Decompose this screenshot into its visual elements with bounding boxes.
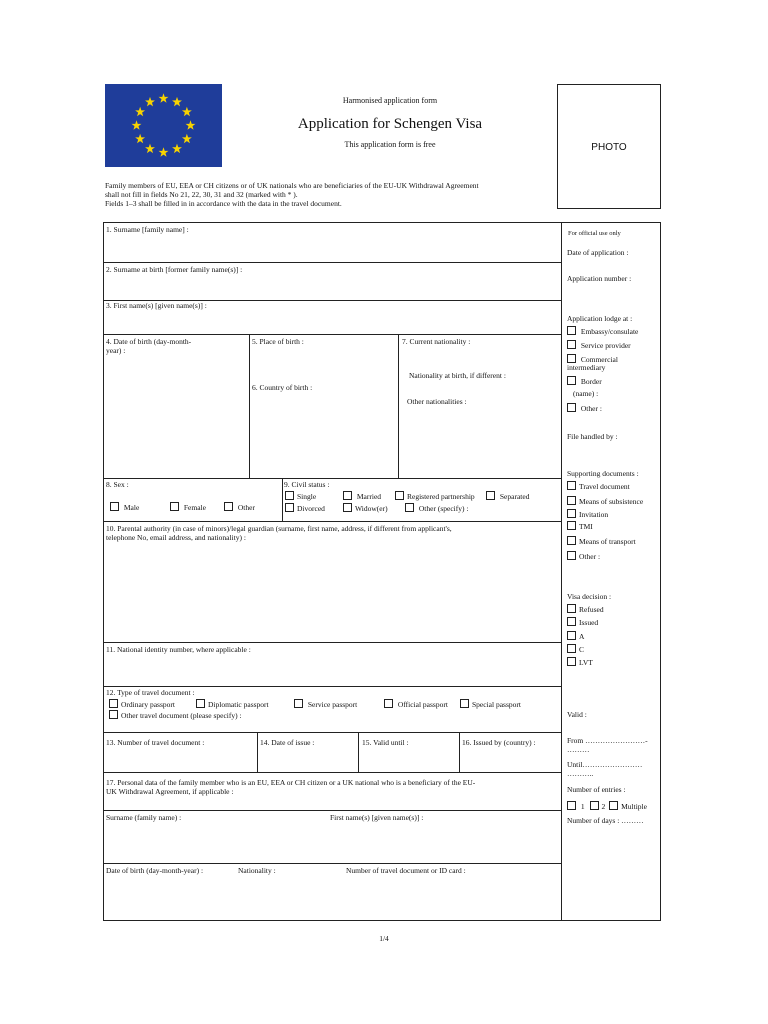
civil-widow-label: Widow(er) [355,504,388,513]
star-icon [159,93,169,102]
lodge-border-label: Border [580,377,602,386]
support-travel-doc-label: Travel document [579,482,630,491]
civil-divorced[interactable] [285,503,325,513]
intro-line: Family members of EU, EEA or CH citizens or of UK nationals who are beneficiaries of the EU-UK Withdrawal Agreement [105,181,479,190]
lodge-embassy[interactable] [567,326,638,336]
star-icon [182,134,192,143]
doc-official-label: Official passport [397,700,448,709]
star-icon [186,120,196,129]
field-13-doc-number[interactable]: 13. Number of travel document : [106,738,205,747]
field-12-travel-doc-type: 12. Type of travel document : [106,688,195,697]
checkbox[interactable] [196,699,205,708]
support-subsistence[interactable] [567,496,643,506]
official-number-of-days[interactable]: Number of days : ……… [567,816,644,825]
checkbox[interactable] [567,536,576,545]
official-application-number: Application number : [567,274,632,283]
support-tmi[interactable] [567,521,593,531]
field-15-valid-until[interactable]: 15. Valid until : [362,738,409,747]
civil-registered-partnership-label: Registered partnership [407,492,475,501]
support-transport[interactable] [567,536,636,546]
civil-married-label: Married [356,492,382,501]
civil-registered-partnership[interactable] [395,491,475,501]
doc-special[interactable] [460,699,521,709]
decision-lvt-label: LVT [579,658,593,667]
field-17-nationality[interactable]: Nationality : [238,866,276,875]
checkbox[interactable] [109,699,118,708]
checkbox[interactable] [343,491,352,500]
lodge-border[interactable] [567,376,602,386]
checkbox[interactable] [567,801,576,810]
official-supporting-documents: Supporting documents : [567,469,639,478]
photo-label: PHOTO [591,142,627,153]
field-5-place-of-birth[interactable]: 5. Place of birth : [252,337,304,346]
intro-line: shall not fill in fields No 21, 22, 30, 31 and 32 (marked with * ). [105,190,298,199]
checkbox[interactable] [567,617,576,626]
field-9-civil-status: 9. Civil status : [284,480,330,489]
doc-diplomatic-label: Diplomatic passport [208,700,269,709]
sex-female-label: Female [183,503,206,512]
official-file-handled-by: File handled by : [567,432,618,441]
checkbox[interactable] [567,403,576,412]
civil-separated-label: Separated [499,492,530,501]
doc-service[interactable] [294,699,357,709]
checkbox[interactable] [567,496,576,505]
doc-diplomatic[interactable] [196,699,269,709]
doc-special-label: Special passport [472,700,521,709]
lodge-other[interactable] [567,403,602,413]
field-6-country-of-birth[interactable]: 6. Country of birth : [252,383,313,392]
official-number-of-entries: Number of entries : [567,785,626,794]
checkbox[interactable] [384,699,393,708]
field-17-dob[interactable]: Date of birth (day-month-year) : [106,866,204,875]
star-icon [145,97,155,106]
entries-1-label: 1 [580,802,585,811]
form-subtitle: Harmonised application form [342,96,438,105]
star-icon [159,147,169,156]
decision-c[interactable] [567,644,584,654]
checkbox[interactable] [567,604,576,613]
checkbox[interactable] [343,503,352,512]
sex-female[interactable] [170,502,206,512]
doc-service-label: Service passport [307,700,358,709]
civil-divorced-label: Divorced [297,504,325,513]
field-2-surname-at-birth[interactable]: 2. Surname at birth [former family name(s)] : [106,265,243,274]
official-valid: Valid : [567,710,587,719]
field-7-nationality-at-birth[interactable]: Nationality at birth, if different : [409,371,506,380]
field-7-nationality[interactable]: 7. Current nationality : [402,337,471,346]
civil-other-label: Other (specify) : [418,504,469,513]
decision-a[interactable] [567,631,584,641]
support-travel-doc[interactable] [567,481,630,491]
photo-box[interactable] [557,84,661,209]
checkbox[interactable] [285,503,294,512]
decision-lvt[interactable] [567,657,593,667]
checkbox[interactable] [170,502,179,511]
sex-male[interactable] [110,502,139,512]
eu-stars [105,84,222,167]
sex-male-label: Male [123,503,140,512]
field-10-parental-authority[interactable]: 10. Parental authority (in case of minors)/legal guardian (surname, first name, address, if different from applicant's, [106,524,452,533]
checkbox[interactable] [285,491,294,500]
decision-refused-label: Refused [579,605,604,614]
lodge-commercial-label: Commercial [580,355,618,364]
field-1-surname[interactable]: 1. Surname [family name] : [106,225,189,234]
page-number: 1/4 [379,934,389,943]
checkbox[interactable] [567,376,576,385]
lodge-border-name: (name) : [573,389,599,398]
free-note: This application form is free [344,140,436,149]
field-14-date-of-issue[interactable]: 14. Date of issue : [260,738,315,747]
lodge-embassy-label: Embassy/consulate [580,327,639,336]
field-17-family-member: 17. Personal data of the family member who is an EU, EEA or CH citizen or a UK national who is a beneficiary of the EU- [106,778,476,787]
decision-issued-label: Issued [579,618,599,627]
checkbox[interactable] [567,340,576,349]
lodge-service-provider[interactable] [567,340,631,350]
checkbox[interactable] [486,491,495,500]
checkbox[interactable] [590,801,599,810]
field-17-doc-number[interactable]: Number of travel document or ID card : [346,866,466,875]
field-4-dob-cont: year) : [106,346,126,355]
star-icon [182,107,192,116]
entries-multiple[interactable] [607,802,647,811]
decision-issued[interactable] [567,617,598,627]
field-11-national-id[interactable]: 11. National identity number, where applicable : [106,645,251,654]
decision-refused[interactable] [567,604,604,614]
support-tmi-label: TMI [579,522,593,531]
lodge-commercial-cont: intermediary [567,363,606,372]
checkbox[interactable] [567,521,576,530]
checkbox[interactable] [567,657,576,666]
checkbox[interactable] [567,551,576,560]
civil-single-label: Single [297,492,317,501]
civil-other[interactable] [405,503,468,513]
star-icon [132,120,142,129]
star-icon [172,97,182,106]
entries-1[interactable] [567,802,585,811]
checkbox[interactable] [460,699,469,708]
intro-line: Fields 1–3 shall be filled in in accordance with the data in the travel document. [105,199,342,208]
field-17-surname[interactable]: Surname (family name) : [106,813,182,822]
form-title: Application for Schengen Visa [297,116,483,132]
official-visa-decision: Visa decision : [567,592,612,601]
star-icon [135,134,145,143]
checkbox[interactable] [110,502,119,511]
doc-other-label: Other travel document (please specify) : [121,711,242,720]
checkbox[interactable] [395,491,404,500]
civil-married[interactable] [343,491,381,501]
civil-separated[interactable] [486,491,529,501]
field-10-cont: telephone No, email address, and nationality) : [106,533,246,542]
official-lodged-at: Application lodge at : [567,314,633,323]
support-invitation[interactable] [567,509,608,519]
support-other[interactable] [567,551,600,561]
checkbox[interactable] [567,631,576,640]
checkbox[interactable] [567,509,576,518]
checkbox[interactable] [567,326,576,335]
civil-widow[interactable] [343,503,388,513]
doc-official[interactable] [384,699,448,709]
checkbox[interactable] [609,801,618,810]
field-16-issued-by[interactable]: 16. Issued by (country) : [462,738,536,747]
doc-ordinary-label: Ordinary passport [121,700,175,709]
checkbox[interactable] [224,502,233,511]
eu-flag-icon [105,84,222,167]
sex-other-label: Other [237,503,255,512]
official-title: For official use only [568,230,621,237]
checkbox[interactable] [567,354,576,363]
decision-a-label: A [579,632,585,641]
support-other-label: Other : [579,552,601,561]
sex-other[interactable] [224,502,255,512]
lodge-service-provider-label: Service provider [580,341,631,350]
intro-text [105,181,555,208]
entries-options [567,801,647,811]
field-3-first-names[interactable]: 3. First name(s) [given name(s)] : [106,301,207,310]
official-date-of-application: Date of application : [567,248,629,257]
official-valid-until-cont: ……….. [567,769,594,778]
official-valid-until[interactable]: Until…………………… [567,760,643,769]
star-icon [172,144,182,153]
field-17-cont: UK Withdrawal Agreement, if applicable : [106,787,234,796]
civil-single[interactable] [285,491,316,501]
checkbox[interactable] [294,699,303,708]
entries-2[interactable] [587,802,606,811]
official-valid-from[interactable]: From ……………………- [567,736,648,745]
field-4-dob[interactable]: 4. Date of birth (day-month- [106,337,192,346]
checkbox[interactable] [567,644,576,653]
official-valid-from-cont: ……… [567,745,590,754]
doc-other[interactable] [109,710,242,720]
lodge-other-label: Other : [580,404,602,413]
checkbox[interactable] [405,503,414,512]
star-icon [135,107,145,116]
checkbox[interactable] [567,481,576,490]
decision-c-label: C [579,645,585,654]
entries-2-label: 2 [601,802,606,811]
field-17-first-names[interactable]: First name(s) [given name(s)] : [330,813,424,822]
support-invitation-label: Invitation [579,510,609,519]
application-form [103,222,562,921]
field-8-sex: 8. Sex : [106,480,129,489]
star-icon [145,144,155,153]
doc-ordinary[interactable] [109,699,175,709]
support-subsistence-label: Means of subsistence [579,497,644,506]
support-transport-label: Means of transport [579,537,636,546]
official-use-column [562,222,661,921]
field-7-other-nationalities[interactable]: Other nationalities : [407,397,467,406]
entries-multiple-label: Multiple [621,802,647,811]
checkbox[interactable] [109,710,118,719]
